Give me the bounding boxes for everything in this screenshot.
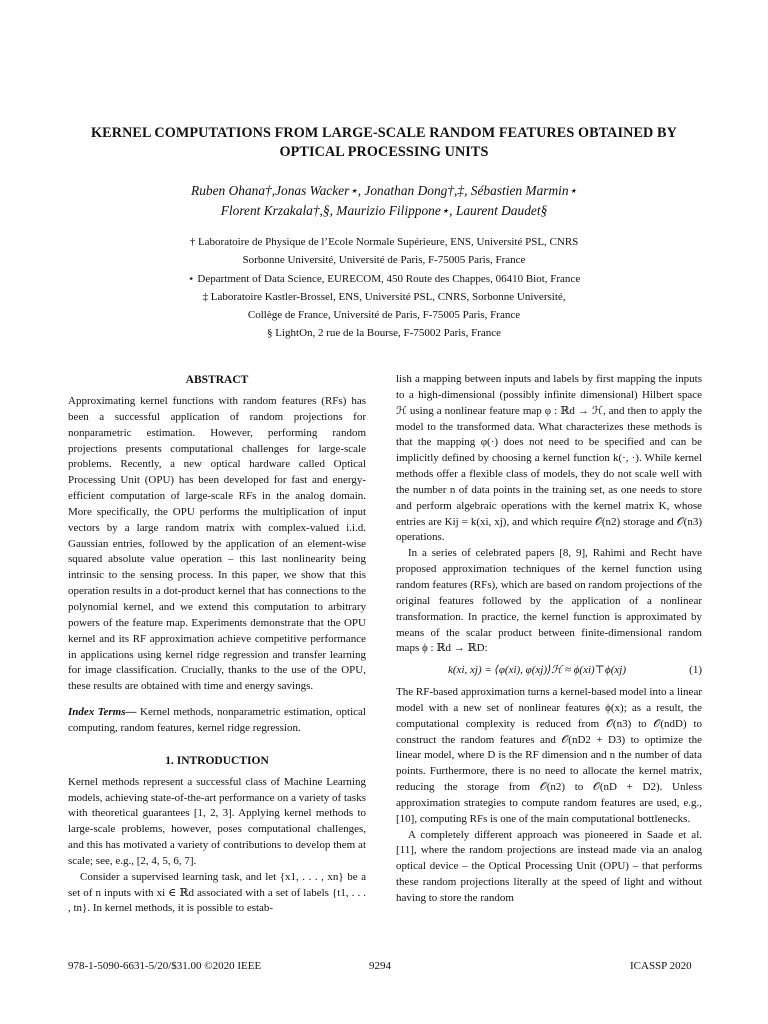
footer-page-number: 9294 xyxy=(369,960,391,972)
right-paragraph-4: A completely different approach was pioneered in Saade et al. [11], where the random projections are instead made via an analog optical device – the Optical Processing Unit (OPU) – that performs these random projections literally at the speed of light and without having to store the random xyxy=(396,828,702,904)
abstract-heading: ABSTRACT xyxy=(185,374,249,386)
left-column xyxy=(68,372,366,917)
index-terms-label: Index Terms— xyxy=(68,706,137,719)
title-line-1: KERNEL COMPUTATIONS FROM LARGE-SCALE RANDOM FEATURES OBTAINED BY xyxy=(91,125,677,141)
affiliations xyxy=(40,233,728,343)
author-list xyxy=(40,181,728,221)
right-column xyxy=(396,372,702,907)
paper-title xyxy=(40,124,728,162)
footer-copyright: 978-1-5090-6631-5/20/$31.00 ©2020 IEEE xyxy=(68,960,262,972)
introduction-heading: 1. INTRODUCTION xyxy=(165,754,269,767)
equation-1 xyxy=(396,663,702,679)
affiliation-4: ‡ Laboratoire Kastler-Brossel, ENS, Université PSL, CNRS, Sorbonne Université, xyxy=(202,290,566,303)
right-paragraph-1: lish a mapping between inputs and labels by first mapping the inputs to a high-dimensional (possibly infinite dimensional) Hilbert space ℋ using a nonlinear feature map φ : ℝd → ℋ, and then to apply the model to the transformed data. What characterizes these methods is that the mapping φ(·) does not need to be specified and can be implicitly defined by choosing a kernel function k(·, ·). While kernel methods offer a flexible class of models, they do not scale well with the number n of data points in the training set, as one needs to store and perform algebraic operations with the kernel matrix K, whose entries are Kij = k(xi, xj), and which require 𝒪(n2) storage and 𝒪(n3) operations. xyxy=(396,373,702,544)
right-paragraph-2: In a series of celebrated papers [8, 9], Rahimi and Recht have proposed approximation techniques of the kernel function using random features (RFs), which are based on random projections of the original features followed by the application of a nonlinear transformation. In practice, the kernel function is approximated by means of the scalar product between finite-dimensional random maps ϕ : ℝd → ℝD: xyxy=(396,547,702,655)
affiliation-2: Sorbonne Université, Université de Paris, F-75005 Paris, France xyxy=(242,254,526,267)
affiliation-3: ⋆ Department of Data Science, EURECOM, 450 Route des Chappes, 06410 Biot, France xyxy=(187,272,581,285)
index-terms xyxy=(68,705,366,737)
footer-venue: ICASSP 2020 xyxy=(630,960,692,972)
authors-line-1: Ruben Ohana†,Jonas Wacker⋆, Jonathan Dong†,‡, Sébastien Marmin⋆ xyxy=(191,183,577,198)
index-terms-text: Kernel methods, nonparametric estimation, optical computing, random features, kernel ridge regression. xyxy=(68,706,366,734)
affiliation-1: † Laboratoire de Physique de l’Ecole Normale Supérieure, ENS, Université PSL, CNRS xyxy=(189,236,579,248)
right-paragraph-3: The RF-based approximation turns a kernel-based model into a linear model with a new set of nonlinear features ϕ(x); as a result, the computational complexity is reduced from 𝒪(n3) to 𝒪(ndD) to construct the random features and 𝒪(nD2 + D3) to optimize the linear model, where D is the RF dimension and n the number of data points. Furthermore, there is no need to allocate the kernel matrix, reducing the storage from 𝒪(n2) to 𝒪(nD + D2). Unless approximation strategies to compute random features are used, e.g., [10], computing RFs is one of the main computational bottlenecks. xyxy=(396,686,702,825)
authors-line-2: Florent Krzakala†,§, Maurizio Filippone⋆, Laurent Daudet§ xyxy=(220,203,548,218)
intro-paragraph-2: Consider a supervised learning task, and let {x1, . . . , xn} be a set of n inputs with xi ∈ ℝd associated with a set of labels {t1, . . . , tn}. In kernel methods, it is possible to estab- xyxy=(68,870,366,915)
abstract-text: Approximating kernel functions with random features (RFs) has been a successful application of random projections for nonparametric estimation. However, performing random projections presents computational challenges for large-scale problems. Recently, a new optical hardware called Optical Processing Unit (OPU) has been developed for fast and energy-efficient computation of large-scale RFs in the analog domain. More specifically, the OPU performs the multiplication of input vectors by a large random matrix with complex-valued i.i.d. Gaussian entries, followed by the application of an element-wise squared absolute value operation – this last nonlinearity being intrinsic to the sensing process. In this paper, we show that this operation results in a dot-product kernel that has connections to the polynomial kernel, and we extend this computation to arbitrary powers of the feature map. Experiments demonstrate that the OPU kernel and its RF approximation achieve competitive performance in applications using kernel ridge regression and transfer learning for image classification. Crucially, thanks to the use of the OPU, these results are obtained with time and energy savings. xyxy=(68,395,366,693)
affiliation-6: § LightOn, 2 rue de la Bourse, F-75002 Paris, France xyxy=(266,327,501,340)
equation-1-body: k(xi, xj) = ⟨φ(xi), φ(xj)⟩ℋ ≈ ϕ(xi)⊤ϕ(xj) xyxy=(448,664,626,677)
equation-1-number: (1) xyxy=(689,664,702,677)
title-line-2: OPTICAL PROCESSING UNITS xyxy=(279,144,489,160)
intro-paragraph-1: Kernel methods represent a successful class of Machine Learning models, achieving state-of-the-art performance on a variety of tasks with theoretical guarantees [1, 2, 3]. Applying kernel methods to large-scale problems, however, poses computational challenges, and this has motivated a variety of contributions to develop them at scale; see, e.g., [2, 4, 5, 6, 7]. xyxy=(68,775,366,867)
affiliation-5: Collège de France, Université de Paris, F-75005 Paris, France xyxy=(247,309,521,322)
